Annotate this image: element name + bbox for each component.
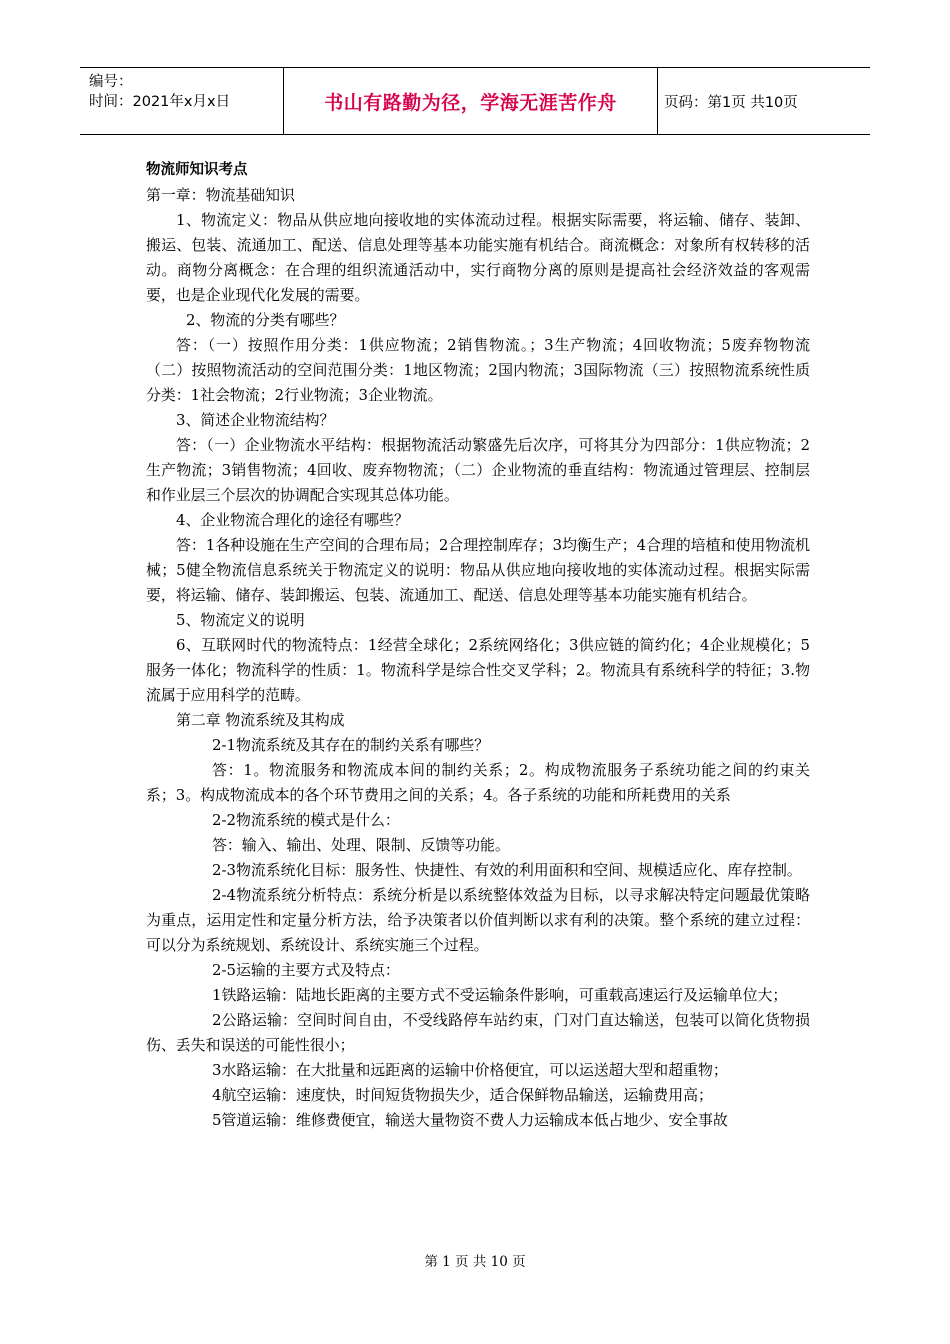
page-footer: 第 1 页 共 10 页 bbox=[424, 1254, 526, 1270]
paragraph: 1、物流定义：物品从供应地向接收地的实体流动过程。根据实际需要，将运输、储存、装卸、搬运、包装、流通加工、配送、信息处理等基本功能实施有机结合。商流概念：对象所有权转移的活动。商物分离概念：在合理的组织流通活动中，实行商物分离的原则是提高社会经济效益的客观需要，也是企业现代化发展的需要。 bbox=[146, 211, 810, 304]
paragraph: 2-1物流系统及其存在的制约关系有哪些？ bbox=[212, 736, 490, 754]
header-motto: 书山有路勤为径，学海无涯苦作舟 bbox=[283, 68, 658, 134]
paragraph: 答：输入、输出、处理、限制、反馈等功能。 bbox=[212, 836, 510, 854]
code-label: 编号： bbox=[89, 74, 133, 90]
paragraph: 1铁路运输：陆地长距离的主要方式不受运输条件影响，可重载高速运行及运输单位大； bbox=[212, 986, 788, 1004]
chapter-1-heading: 第一章：物流基础知识 bbox=[146, 186, 295, 204]
header-page-label: 页码：第1页 共10页 bbox=[664, 94, 798, 111]
date-label: 时间：2021年x月x日 bbox=[89, 94, 231, 110]
paragraph: 4航空运输：速度快，时间短货物损失少，适合保鲜物品输送，运输费用高； bbox=[212, 1086, 713, 1104]
document-body bbox=[146, 158, 810, 1133]
paragraph: 2-4物流系统分析特点：系统分析是以系统整体效益为目标，以寻求解决特定问题最优策略为重点，运用定性和定量分析方法，给予决策者以价值判断以求有利的决策。整个系统的建立过程：可以分为系统规划、系统设计、系统实施三个过程。 bbox=[146, 886, 810, 954]
doc-title: 物流师知识考点 bbox=[146, 162, 248, 178]
paragraph: 6、互联网时代的物流特点：1经营全球化；2系统网络化；3供应链的简约化；4企业规模化；5服务一体化；物流科学的性质：1。物流科学是综合性交叉学科；2。物流具有系统科学的特征；3.物流属于应用科学的范畴。 bbox=[146, 636, 810, 704]
paragraph: 答：（一）企业物流水平结构：根据物流活动繁盛先后次序，可将其分为四部分：1供应物流；2生产物流；3销售物流；4回收、废弃物物流；（二）企业物流的垂直结构：物流通过管理层、控制层和作业层三个层次的协调配合实现其总体功能。 bbox=[146, 436, 810, 504]
paragraph: 3、简述企业物流结构？ bbox=[176, 411, 335, 429]
paragraph: 2、物流的分类有哪些？ bbox=[186, 311, 345, 329]
paragraph: 答：（一）按照作用分类：1供应物流；2销售物流。；3生产物流；4回收物流；5废弃物物流（二）按照物流活动的空间范围分类：1地区物流；2国内物流；3国际物流（三）按照物流系统性质分类：1社会物流；2行业物流；3企业物流。 bbox=[146, 336, 810, 404]
paragraph: 答：1各种设施在生产空间的合理布局；2合理控制库存；3均衡生产；4合理的培植和使用物流机械；5健全物流信息系统关于物流定义的说明：物品从供应地向接收地的实体流动过程。根据实际需要，将运输、储存、装卸搬运、包装、流通加工、配送、信息处理等基本功能实施有机结合。 bbox=[146, 536, 810, 604]
paragraph: 4、企业物流合理化的途径有哪些？ bbox=[176, 511, 409, 529]
paragraph: 5管道运输：维修费便宜，输送大量物资不费人力运输成本低占地少、安全事故 bbox=[212, 1111, 728, 1129]
paragraph: 2-2物流系统的模式是什么： bbox=[212, 811, 400, 829]
paragraph: 2公路运输：空间时间自由，不受线路停车站约束，门对门直达输送，包装可以简化货物损伤、丢失和误送的可能性很小； bbox=[146, 1011, 810, 1054]
paragraph: 2-3物流系统化目标：服务性、快捷性、有效的利用面积和空间、规模适应化、库存控制。 bbox=[212, 861, 802, 879]
paragraph: 5、物流定义的说明 bbox=[176, 611, 305, 629]
paragraph: 3水路运输：在大批量和远距离的运输中价格便宜，可以运送超大型和超重物； bbox=[212, 1061, 728, 1079]
header-meta bbox=[80, 68, 283, 134]
paragraph: 答：1。物流服务和物流成本间的制约关系；2。构成物流服务子系统功能之间的约束关系；3。构成物流成本的各个环节费用之间的关系；4。各子系统的功能和所耗费用的关系 bbox=[146, 761, 810, 804]
header-table bbox=[80, 67, 870, 135]
chapter-2-heading: 第二章 物流系统及其构成 bbox=[176, 711, 345, 729]
paragraph: 2-5运输的主要方式及特点： bbox=[212, 961, 400, 979]
